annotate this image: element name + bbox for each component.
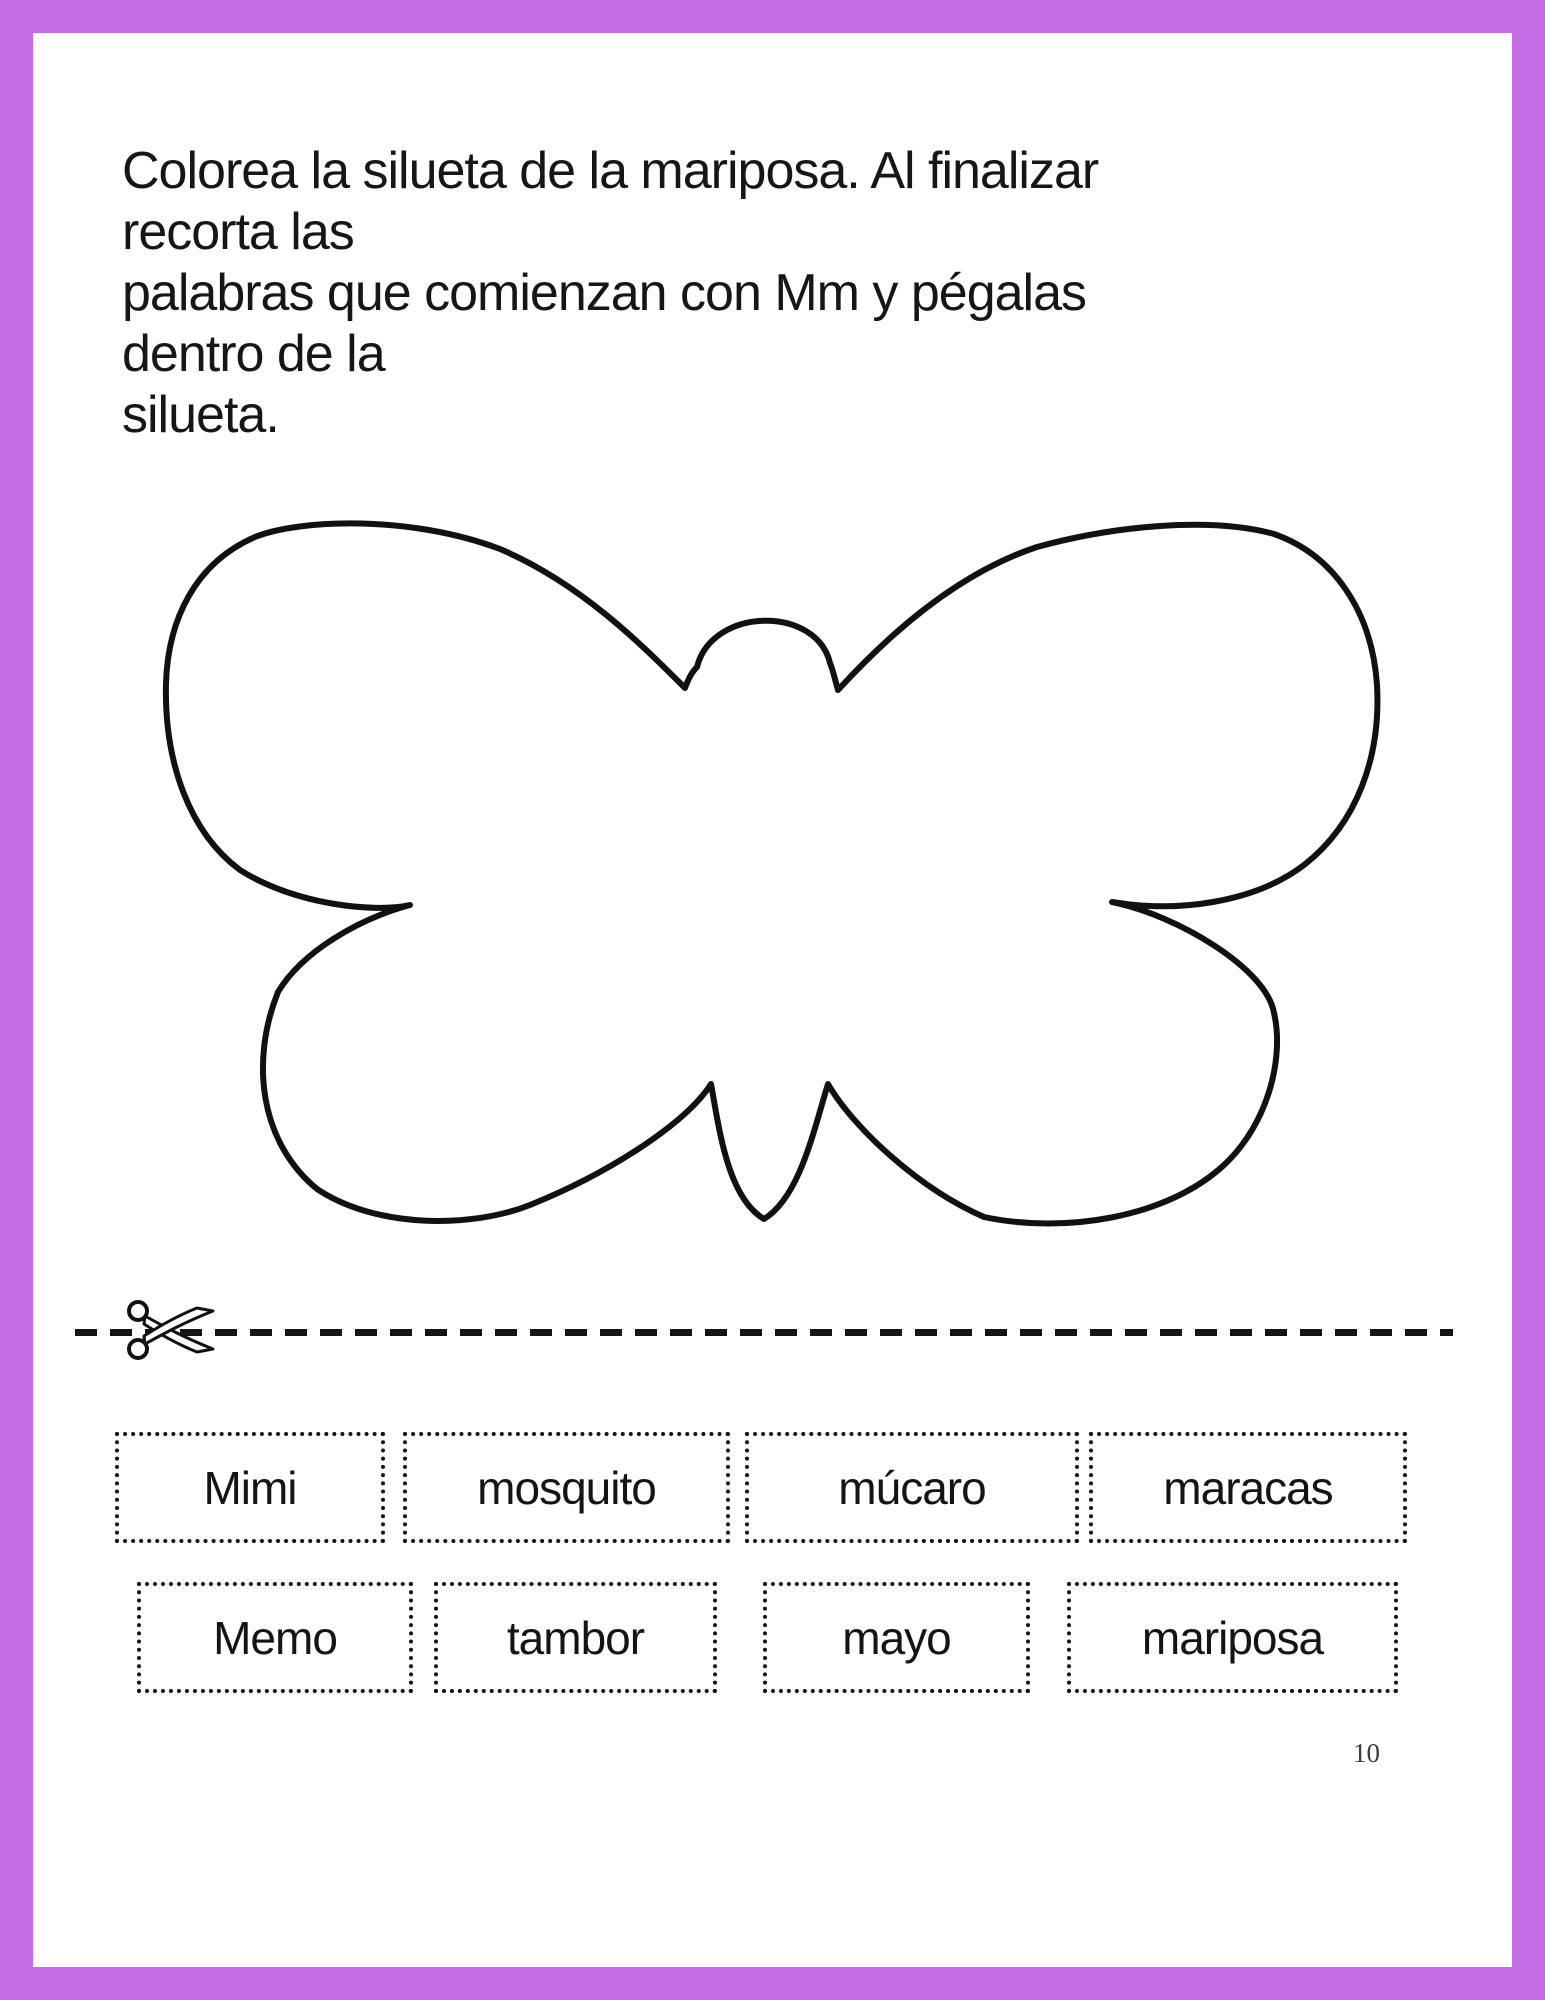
worksheet-page xyxy=(33,33,1512,1967)
scissors-icon xyxy=(125,1297,219,1363)
word-card-mucaro xyxy=(745,1432,1079,1543)
word-label: tambor xyxy=(506,1611,645,1664)
word-label: Mimi xyxy=(203,1461,297,1514)
word-card-mariposa xyxy=(1067,1582,1398,1693)
word-label: mariposa xyxy=(1141,1611,1324,1664)
word-label: Memo xyxy=(213,1611,337,1664)
word-label: múcaro xyxy=(838,1461,986,1514)
word-card-memo xyxy=(137,1582,413,1693)
word-card-mimi xyxy=(115,1432,385,1543)
instructions-line-3: silueta. xyxy=(122,386,279,444)
page-number: 10 xyxy=(1353,1738,1380,1768)
word-card-mosquito xyxy=(403,1432,730,1543)
word-label: mayo xyxy=(842,1611,951,1664)
word-label: maracas xyxy=(1163,1461,1333,1514)
word-card-tambor xyxy=(434,1582,717,1693)
instructions-text xyxy=(122,141,1122,446)
butterfly-svg xyxy=(160,515,1390,1240)
word-label: mosquito xyxy=(477,1461,656,1514)
butterfly-outline xyxy=(160,515,1390,1240)
word-card-maracas xyxy=(1089,1432,1407,1543)
cut-line xyxy=(75,1329,1453,1336)
word-card-mayo xyxy=(763,1582,1030,1693)
instructions-line-2: palabras que comienzan con Mm y pégalas dentro de la xyxy=(122,264,1087,383)
instructions-line-1: Colorea la silueta de la mariposa. Al finalizar recorta las xyxy=(122,142,1099,261)
